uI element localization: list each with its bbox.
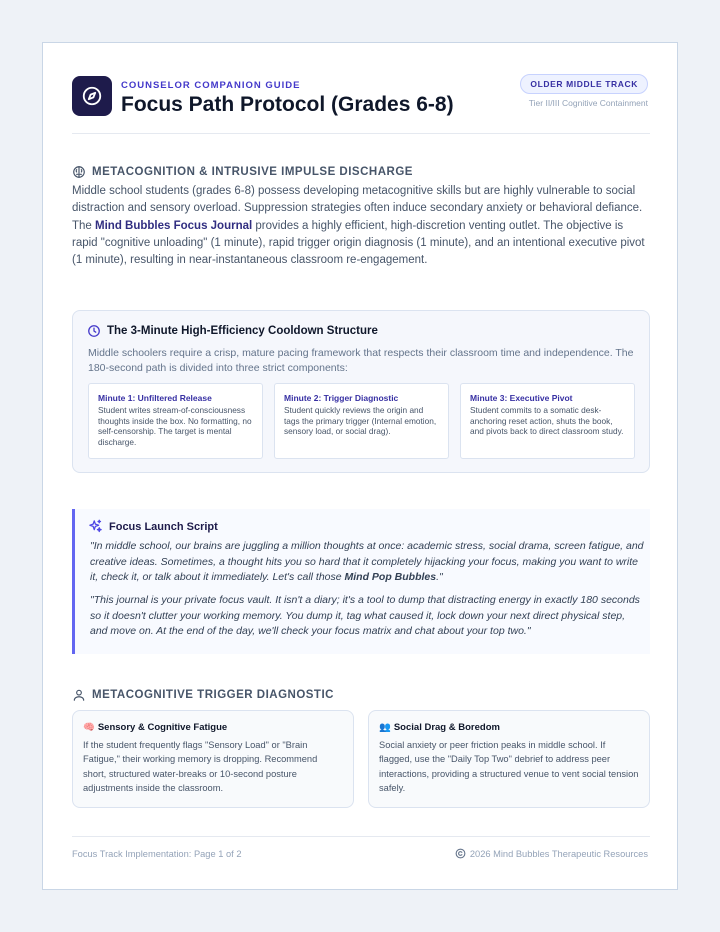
diagnostic-section bbox=[72, 688, 650, 702]
minute-card bbox=[88, 383, 263, 459]
guide-eyebrow: COUNSELOR COMPANION GUIDE bbox=[121, 80, 301, 91]
section-heading-label: METACOGNITION & INTRUSIVE IMPULSE DISCHARGE bbox=[92, 166, 413, 178]
track-subtitle: Tier II/III Cognitive Containment bbox=[528, 98, 648, 108]
mind-pop-bubbles-term: Mind Pop Bubbles bbox=[344, 571, 437, 584]
section-heading bbox=[72, 165, 650, 179]
section-heading-label: METACOGNITIVE TRIGGER DIAGNOSTIC bbox=[92, 689, 334, 701]
clock-icon bbox=[87, 324, 101, 338]
metacognition-paragraph bbox=[72, 183, 650, 269]
brand-name: Mind Bubbles Focus Journal bbox=[95, 219, 253, 232]
diagnostic-card-text: If the student frequently flags "Sensory Load" or "Brain Fatigue," their working memory is dropping. Recommend short, structured water-breaks or 10-second posture adjustments inside the classroom. bbox=[83, 740, 318, 793]
script-title-label: Focus Launch Script bbox=[109, 520, 218, 533]
footer-copyright bbox=[455, 848, 648, 859]
script-text-end: ." bbox=[436, 571, 443, 584]
cooldown-title bbox=[87, 324, 378, 338]
brain-icon bbox=[72, 165, 86, 179]
diagnostic-card-text: Social anxiety or peer friction peaks in middle school. If flagged, use the "Daily Top Two" debrief to address peer interactions, providing a structured venue to vent social tension safely. bbox=[379, 740, 639, 793]
minute-card bbox=[274, 383, 449, 459]
minute-title: Minute 3: Executive Pivot bbox=[470, 393, 573, 403]
minute-title: Minute 1: Unfiltered Release bbox=[98, 393, 212, 403]
metacognition-section bbox=[72, 165, 650, 269]
person-icon bbox=[72, 688, 86, 702]
focus-launch-script bbox=[72, 509, 650, 654]
compass-icon bbox=[72, 76, 112, 116]
minute-text: Student quickly reviews the origin and tags the primary trigger (Internal emotion, sensory load, or social drag). bbox=[284, 405, 437, 437]
paragraph-text-continued: provides a highly efficient, high-discretion venting outlet. The objective is rapid "cognitive unloading" (1 minute), rapid trigger origin diagnosis (1 minute), and an intentional executive pivot (1 minute), resulting in near-instantaneous classroom re-engagement. bbox=[72, 219, 645, 267]
document-page bbox=[42, 42, 678, 890]
footer-page-label: Focus Track Implementation: Page 1 of 2 bbox=[72, 849, 242, 859]
minute-title: Minute 2: Trigger Diagnostic bbox=[284, 393, 399, 403]
diagnostic-card bbox=[72, 710, 354, 808]
minute-card bbox=[460, 383, 635, 459]
script-paragraph bbox=[90, 539, 645, 586]
script-text: "In middle school, our brains are juggling a million thoughts at once: academic stress, social drama, screen fatigue, and creative ideas. Sometimes, a thought hits you so hard that it completely hijacking your focus, making you want to write it, check it, or talk about it immediately. Let's call those bbox=[90, 540, 644, 584]
cooldown-panel bbox=[72, 310, 650, 473]
cooldown-title-label: The 3-Minute High-Efficiency Cooldown Structure bbox=[107, 325, 378, 337]
diagnostic-card-title-label: Social Drag & Boredom bbox=[393, 722, 500, 733]
header-divider bbox=[72, 133, 650, 134]
copyright-text: 2026 Mind Bubbles Therapeutic Resources bbox=[469, 848, 648, 859]
people-emoji-icon: 👥 bbox=[379, 722, 391, 733]
minute-text: Student writes stream-of-consciousness thoughts inside the box. No formatting, no self-censorship. The target is mental discharge. bbox=[98, 405, 252, 447]
footer-divider bbox=[72, 836, 650, 837]
track-badge: OLDER MIDDLE TRACK bbox=[520, 74, 648, 94]
diagnostic-card bbox=[368, 710, 650, 808]
sparkles-icon bbox=[88, 519, 103, 534]
page-title: Focus Path Protocol (Grades 6-8) bbox=[121, 93, 454, 116]
diagnostic-card-title bbox=[379, 722, 639, 733]
script-title bbox=[88, 519, 218, 534]
copyright-icon bbox=[455, 848, 466, 859]
brain-emoji-icon: 🧠 bbox=[83, 722, 95, 733]
diagnostic-card-title bbox=[83, 722, 343, 733]
minute-text: Student commits to a somatic desk-anchoring reset action, shuts the book, and pivots back to direct classroom study. bbox=[470, 405, 624, 437]
section-heading bbox=[72, 688, 650, 702]
script-paragraph: "This journal is your private focus vault. It isn't a diary; it's a tool to dump that distracting energy in exactly 180 seconds so it doesn't clutter your working memory. You dump it, tag what caused it, lock down your next direct physical step, and move on. At the end of the day, we'll check your focus matrix and chat about your top two." bbox=[90, 594, 640, 638]
paragraph-text: Middle school students (grades 6-8) possess developing metacognitive skills but are highly vulnerable to social distraction and sensory overload. Suppression strategies often induce secondary anxiety or behavioral defiance. The bbox=[72, 185, 643, 232]
diagnostic-card-title-label: Sensory & Cognitive Fatigue bbox=[97, 722, 228, 733]
cooldown-description: Middle schoolers require a crisp, mature pacing framework that respects their classroom time and independence. The 180-second path is divided into three strict components: bbox=[88, 347, 634, 374]
